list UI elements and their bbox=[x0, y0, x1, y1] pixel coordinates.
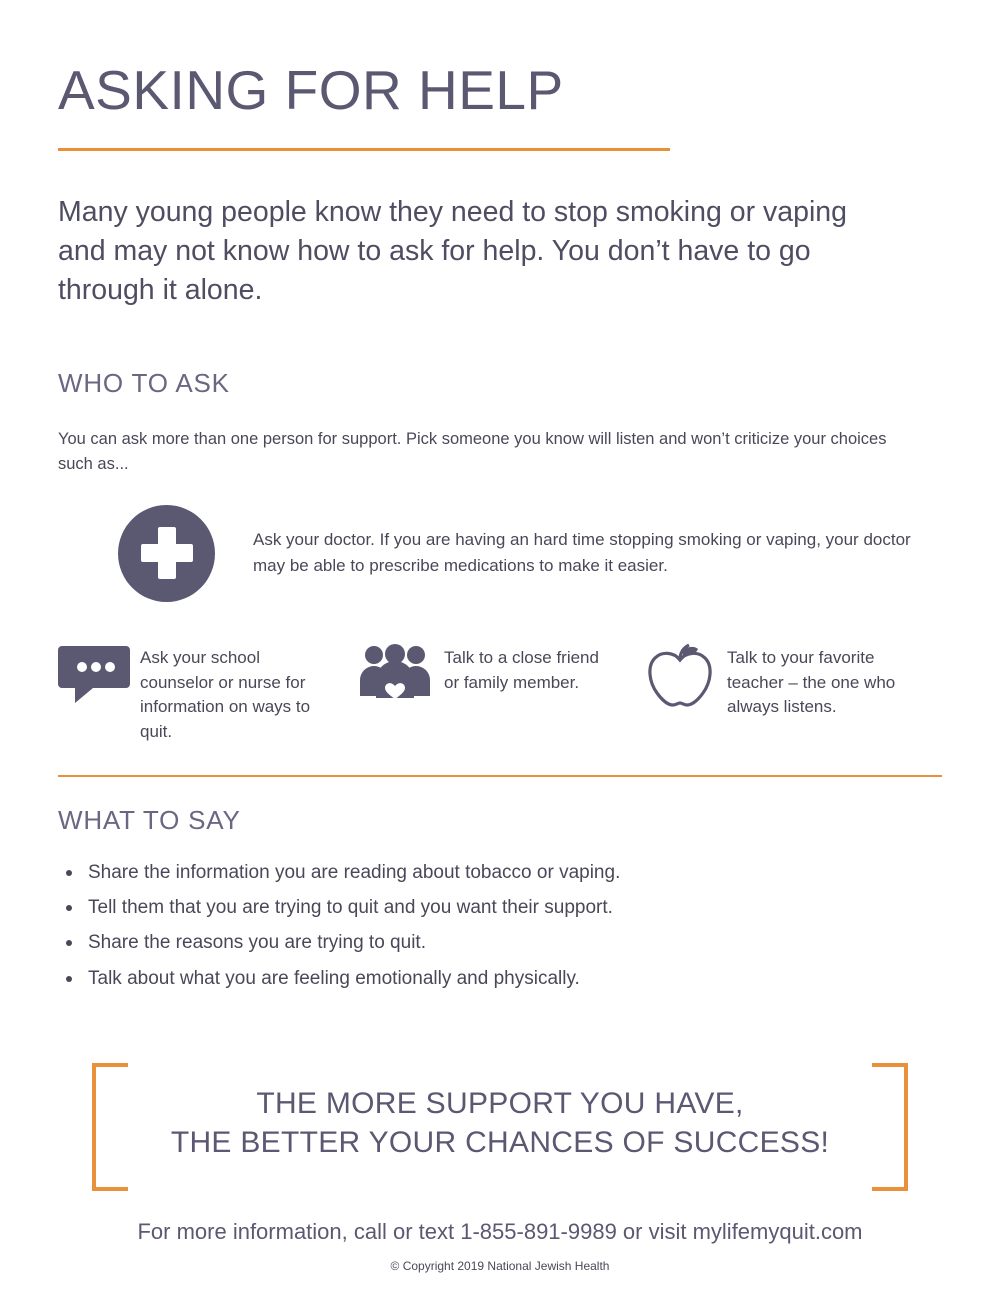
who-to-ask-heading: WHO TO ASK bbox=[58, 368, 230, 399]
document-content bbox=[58, 0, 942, 1273]
doctor-row bbox=[58, 505, 942, 602]
title-divider bbox=[58, 148, 670, 151]
apple-icon bbox=[643, 642, 717, 720]
speech-bubble-icon bbox=[58, 642, 132, 720]
section-divider bbox=[58, 775, 942, 777]
callout-line-2: THE BETTER YOUR CHANCES OF SUCCESS! bbox=[170, 1126, 830, 1160]
footer-copyright: © Copyright 2019 National Jewish Health bbox=[390, 1259, 610, 1274]
option-teacher bbox=[643, 642, 942, 745]
list-item: Tell them that you are trying to quit and you want their support. bbox=[58, 893, 942, 922]
what-to-say-heading: WHAT TO SAY bbox=[58, 804, 241, 835]
who-to-ask-lead: You can ask more than one person for support. Pick someone you know will listen and won’t criticize your choices such as... bbox=[58, 430, 887, 474]
bracket-left-icon bbox=[92, 1063, 128, 1191]
callout-line-1: THE MORE SUPPORT YOU HAVE, bbox=[256, 1086, 744, 1120]
what-to-say-list bbox=[58, 858, 942, 994]
cross-horizontal-bar bbox=[141, 544, 193, 562]
medical-cross-icon bbox=[118, 505, 215, 602]
option-teacher-text: Talk to your favorite teacher – the one who always listens. bbox=[727, 647, 896, 717]
callout-text bbox=[171, 1084, 829, 1163]
doctor-text: Ask your doctor. If you are having an hard time stopping smoking or vaping, your doctor may be able to prescribe medications to make it easier. bbox=[253, 530, 911, 576]
intro-paragraph: Many young people know they need to stop smoking or vaping and may not know how to ask for help. You don’t have to go through it alone. bbox=[58, 195, 847, 307]
list-item: Share the reasons you are trying to quit. bbox=[58, 928, 942, 957]
page-title: ASKING FOR HELP bbox=[58, 59, 564, 121]
family-group-icon bbox=[358, 642, 432, 720]
bracket-right-icon bbox=[872, 1063, 908, 1191]
option-friend-family-text: Talk to a close friend or family member. bbox=[444, 647, 599, 692]
list-item: Share the information you are reading about tobacco or vaping. bbox=[58, 858, 942, 887]
callout-box bbox=[58, 1063, 942, 1183]
who-to-ask-options bbox=[58, 642, 942, 745]
option-school-counselor bbox=[58, 642, 358, 745]
option-school-counselor-text: Ask your school counselor or nurse for information on ways to quit. bbox=[140, 647, 311, 741]
option-friend-family bbox=[358, 642, 643, 745]
list-item: Talk about what you are feeling emotionally and physically. bbox=[58, 964, 942, 993]
footer-info: For more information, call or text 1-855-891-9989 or visit mylifemyquit.com bbox=[137, 1219, 863, 1245]
